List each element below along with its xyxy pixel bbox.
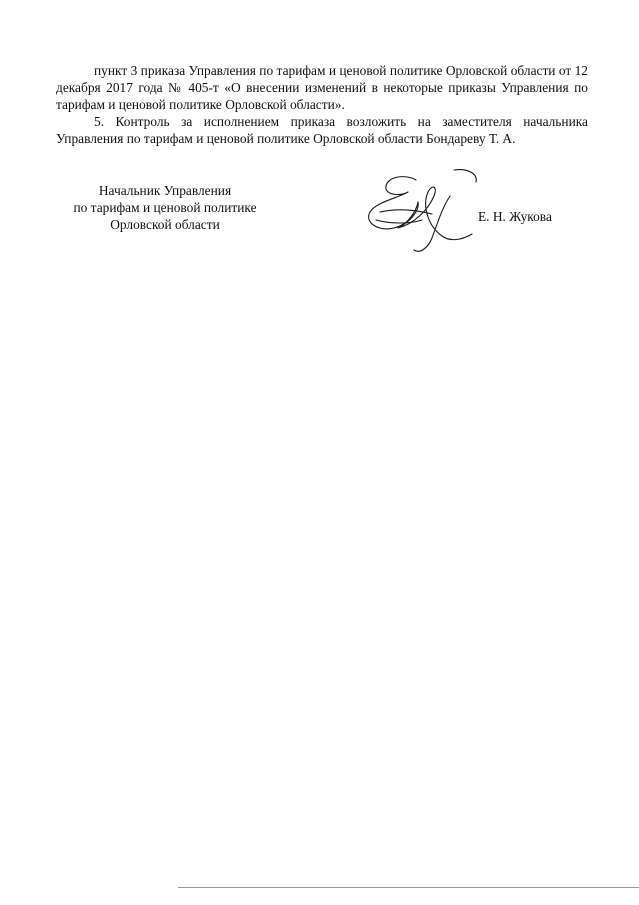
- signatory-position-line-2: по тарифам и ценовой политике: [73, 200, 257, 215]
- signatory-position-line-3: Орловской области: [110, 217, 220, 232]
- paragraph-order-reference: пункт 3 приказа Управления по тарифам и ценовой политике Орловской области от 12 декабря 2017 года № 405-т «О внесении изменений в некоторые приказы Управления по тарифам и ценовой политике Орловской области».: [56, 63, 588, 112]
- document-body: [56, 62, 588, 147]
- signatory-position: [50, 182, 280, 233]
- signatory-position-line-1: Начальник Управления: [98, 183, 232, 198]
- paragraph-control-clause: 5. Контроль за исполнением приказа возложить на заместителя начальника Управления по тарифам и ценовой политике Орловской области Бондареву Т. А.: [56, 114, 588, 146]
- handwritten-signature: [358, 166, 493, 256]
- footer-divider: [178, 887, 639, 888]
- signatory-name: Е. Н. Жукова: [478, 209, 552, 224]
